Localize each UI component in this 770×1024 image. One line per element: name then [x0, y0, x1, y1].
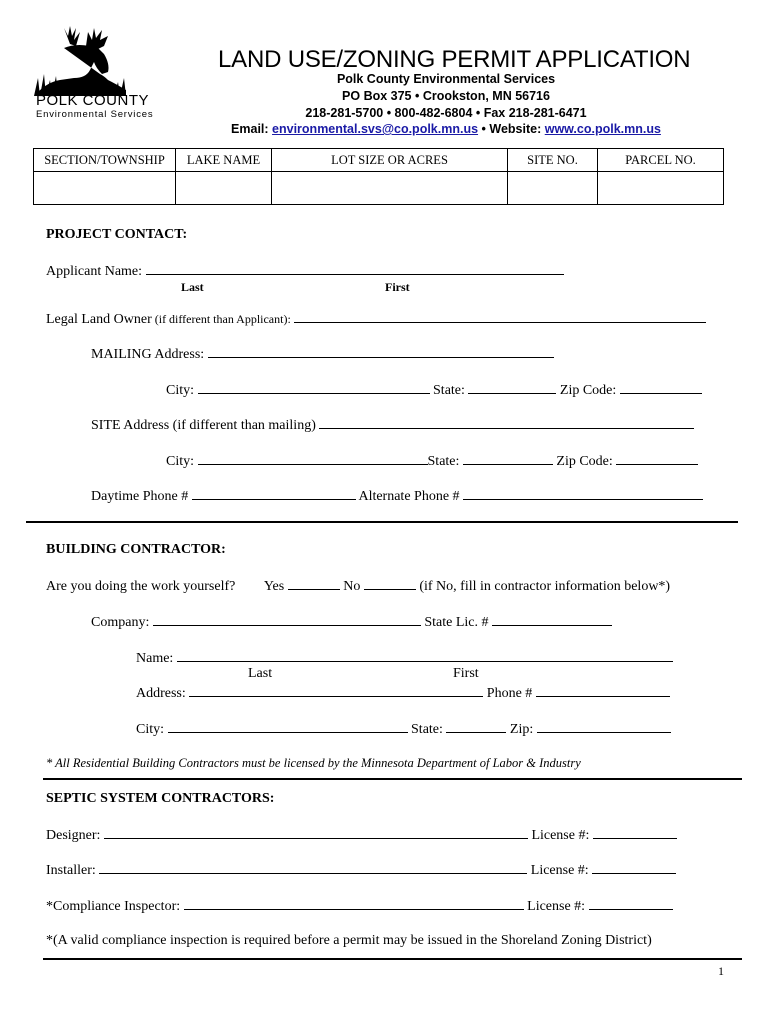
- contractor-note: (if No, fill in contractor information below*): [419, 579, 671, 594]
- logo-name: POLK COUNTY: [36, 92, 150, 109]
- contractor-city-row: [136, 720, 671, 738]
- alternate-phone-field[interactable]: [463, 487, 703, 500]
- section-divider: [26, 521, 738, 523]
- col-parcel-no: PARCEL NO.: [598, 149, 724, 172]
- state-label: State:: [433, 383, 465, 398]
- contractor-state-label: State:: [411, 722, 443, 737]
- designer-label: Designer:: [46, 828, 101, 843]
- no-label: No: [343, 579, 361, 594]
- owner-label: Legal Land Owner: [46, 312, 152, 327]
- septic-heading: SEPTIC SYSTEM CONTRACTORS:: [46, 791, 275, 806]
- org-address: PO Box 375 • Crookston, MN 56716: [342, 89, 550, 103]
- contractor-name-field[interactable]: [177, 649, 673, 662]
- contractor-address-row: [136, 684, 670, 702]
- parcel-info-table: [33, 148, 724, 205]
- org-name: Polk County Environmental Services: [336, 72, 556, 86]
- mailing-address-field[interactable]: [208, 345, 554, 358]
- mailing-row: [91, 345, 554, 363]
- installer-label: Installer:: [46, 863, 96, 878]
- installer-row: [46, 861, 676, 879]
- mailing-city-field[interactable]: [198, 381, 430, 394]
- building-contractor-heading: BUILDING CONTRACTOR:: [46, 542, 226, 557]
- phone-row: [91, 487, 703, 505]
- site-address-field[interactable]: [319, 416, 694, 429]
- yes-field[interactable]: [288, 577, 340, 590]
- cell-section-township[interactable]: [34, 172, 176, 205]
- cell-site-no[interactable]: [508, 172, 598, 205]
- contractor-state-field[interactable]: [446, 720, 506, 733]
- site-state-field[interactable]: [463, 452, 553, 465]
- website-label: • Website:: [478, 122, 545, 136]
- org-phones: 218-281-5700 • 800-482-6804 • Fax 218-281-6471: [305, 106, 587, 120]
- no-field[interactable]: [364, 577, 416, 590]
- section-divider: [43, 958, 742, 960]
- email-link[interactable]: environmental.svs@co.polk.mn.us: [272, 122, 479, 136]
- site-label: SITE Address (if different than mailing): [91, 418, 316, 433]
- contractor-city-label: City:: [136, 722, 165, 737]
- col-section-township: SECTION/TOWNSHIP: [34, 149, 176, 172]
- work-yourself-question: Are you doing the work yourself?: [46, 579, 236, 594]
- site-city-field[interactable]: [198, 452, 428, 465]
- work-yourself-row: [46, 577, 670, 595]
- inspector-field[interactable]: [184, 897, 524, 910]
- daytime-phone-field[interactable]: [192, 487, 356, 500]
- project-contact-heading: PROJECT CONTACT:: [46, 227, 188, 242]
- col-lake-name: LAKE NAME: [176, 149, 272, 172]
- contractor-city-field[interactable]: [168, 720, 408, 733]
- page-number: 1: [718, 964, 724, 978]
- site-row: [91, 416, 694, 434]
- cell-lake-name[interactable]: [176, 172, 272, 205]
- cell-lot-size[interactable]: [272, 172, 508, 205]
- inspector-row: [46, 897, 673, 915]
- contractor-address-field[interactable]: [189, 684, 483, 697]
- designer-license-field[interactable]: [593, 826, 677, 839]
- contractor-last-label: Last: [248, 666, 273, 681]
- daytime-phone-label: Daytime Phone #: [91, 489, 189, 504]
- cell-parcel-no[interactable]: [598, 172, 724, 205]
- inspector-label: *Compliance Inspector:: [46, 899, 181, 914]
- installer-license-label: License #:: [530, 863, 589, 878]
- col-site-no: SITE NO.: [508, 149, 598, 172]
- company-row: [91, 613, 612, 631]
- applicant-name-field[interactable]: [146, 262, 564, 275]
- applicant-first-label: First: [385, 280, 410, 294]
- company-label: Company:: [91, 615, 150, 630]
- installer-field[interactable]: [99, 861, 527, 874]
- mailing-state-field[interactable]: [468, 381, 556, 394]
- owner-row: [46, 310, 706, 328]
- applicant-label: Applicant Name:: [46, 264, 143, 279]
- designer-row: [46, 826, 677, 844]
- city-label: City:: [166, 383, 195, 398]
- mailing-label: MAILING Address:: [91, 347, 205, 362]
- state-label: State:: [427, 454, 460, 469]
- contractor-zip-label: Zip:: [509, 722, 534, 737]
- email-label: Email:: [231, 122, 273, 136]
- logo: [34, 24, 130, 101]
- org-contact-line: [216, 122, 676, 136]
- owner-note: (if different than Applicant):: [151, 312, 291, 326]
- contractor-address-label: Address:: [136, 686, 186, 701]
- company-field[interactable]: [153, 613, 421, 626]
- installer-license-field[interactable]: [592, 861, 676, 874]
- city-label: City:: [166, 454, 195, 469]
- inspector-license-field[interactable]: [589, 897, 673, 910]
- state-lic-label: State Lic. #: [424, 615, 489, 630]
- owner-name-field[interactable]: [294, 310, 706, 323]
- moose-icon: [34, 24, 130, 96]
- zip-label: Zip Code:: [556, 454, 613, 469]
- septic-note: *(A valid compliance inspection is required before a permit may be issued in the Shoreland Zoning District): [46, 933, 652, 948]
- designer-field[interactable]: [104, 826, 528, 839]
- mailing-zip-field[interactable]: [620, 381, 702, 394]
- applicant-row: [46, 262, 564, 280]
- applicant-last-label: Last: [181, 280, 204, 294]
- page-title: LAND USE/ZONING PERMIT APPLICATION: [218, 46, 691, 73]
- contractor-footnote: * All Residential Building Contractors must be licensed by the Minnesota Department of Labor & Industry: [46, 756, 581, 770]
- contractor-name-label: Name:: [136, 651, 174, 666]
- logo-subtitle: Environmental Services: [36, 109, 154, 120]
- contractor-name-row: [136, 649, 673, 667]
- section-divider: [43, 778, 742, 780]
- contractor-phone-field[interactable]: [536, 684, 670, 697]
- site-city-row: [166, 452, 698, 470]
- alternate-phone-label: Alternate Phone #: [358, 489, 460, 504]
- state-lic-field[interactable]: [492, 613, 612, 626]
- site-zip-field[interactable]: [616, 452, 698, 465]
- zip-label: Zip Code:: [559, 383, 617, 398]
- contractor-first-label: First: [453, 666, 479, 681]
- website-link[interactable]: www.co.polk.mn.us: [544, 122, 661, 136]
- mailing-city-row: [166, 381, 702, 399]
- contractor-phone-label: Phone #: [486, 686, 533, 701]
- col-lot-size: LOT SIZE OR ACRES: [272, 149, 508, 172]
- inspector-license-label: License #:: [527, 899, 586, 914]
- yes-label: Yes: [263, 579, 285, 594]
- contractor-zip-field[interactable]: [537, 720, 671, 733]
- designer-license-label: License #:: [531, 828, 590, 843]
